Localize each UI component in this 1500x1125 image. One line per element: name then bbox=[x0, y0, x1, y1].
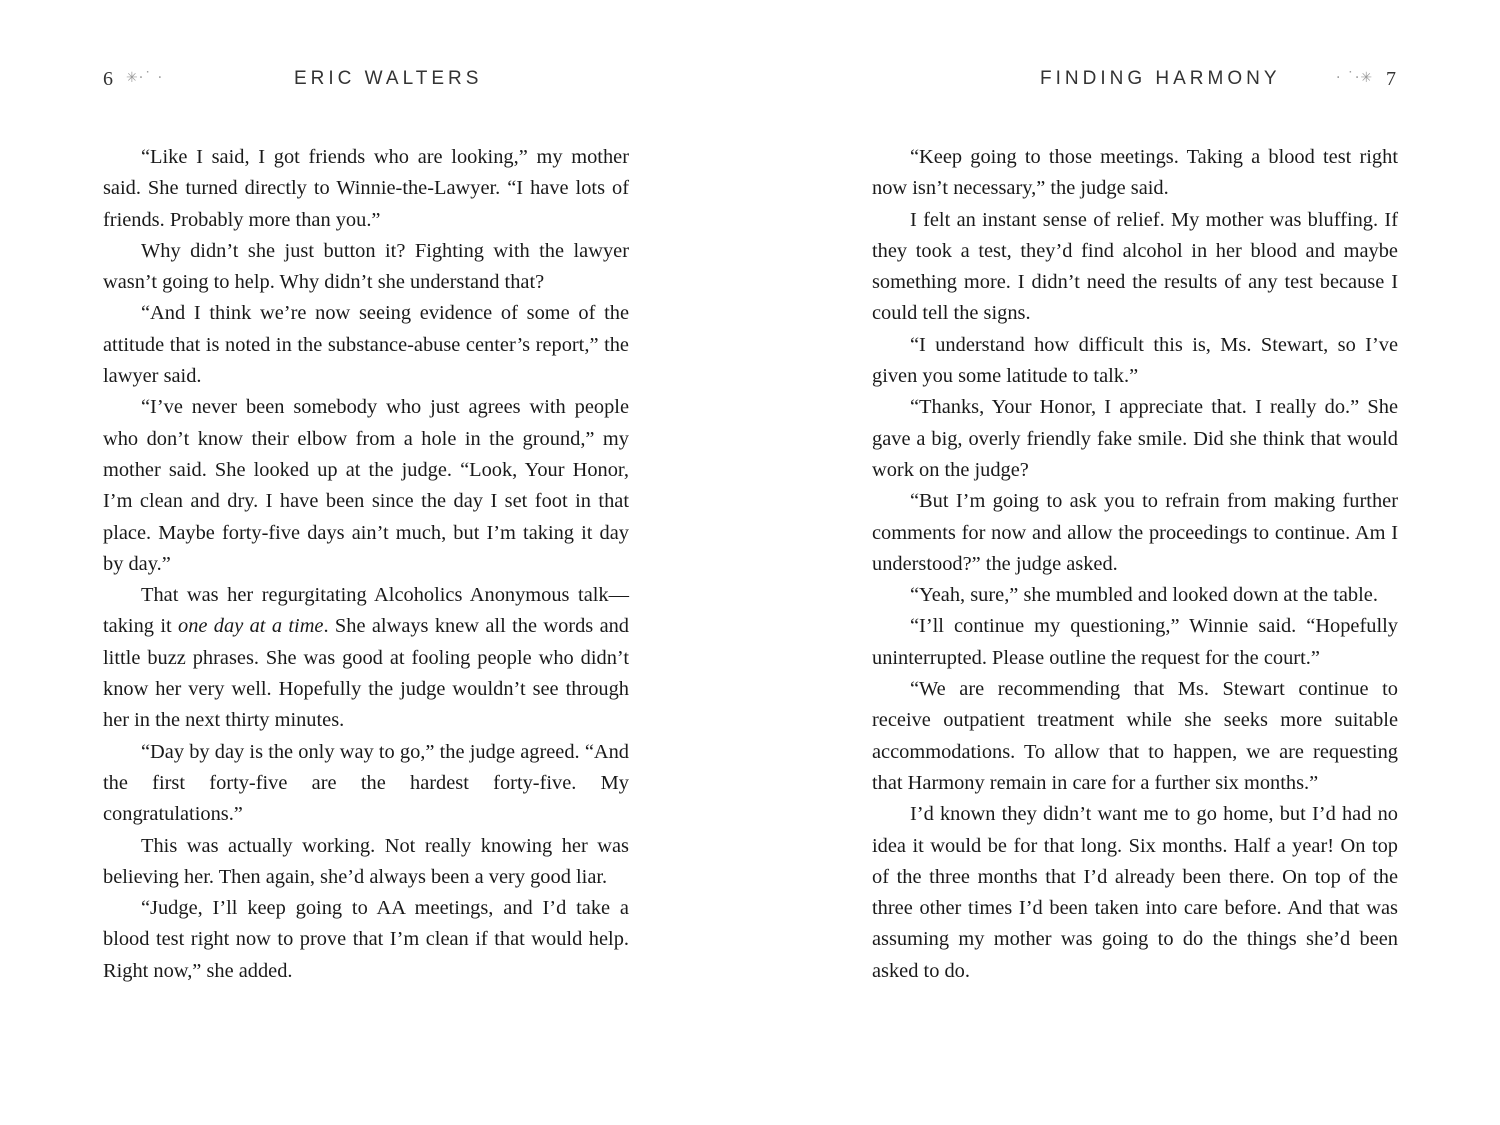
paragraph: “Yeah, sure,” she mumbled and looked down at the table. bbox=[910, 584, 1378, 607]
body-text bbox=[103, 142, 629, 987]
paragraph: “Keep going to those meetings. Taking a blood test right now isn’t necessary,” the judge said. bbox=[872, 146, 1398, 200]
paragraph: “I understand how difficult this is, Ms. Stewart, so I’ve given you some latitude to talk.” bbox=[872, 333, 1398, 388]
paragraph-text: . She always knew all the words and little buzz phrases. She was good at fooling people who didn’t know her very well. Hopefully the judge wouldn’t see through her in the next thirty minutes. bbox=[103, 615, 630, 732]
right-page bbox=[750, 0, 1500, 1125]
paragraph: “We are recommending that Ms. Stewart continue to receive outpatient treatment while she seeks more suitable accommodations. To allow that to happen, we are requesting that Harmony remain in care for a further six months.” bbox=[872, 678, 1398, 794]
paragraph: “I’ve never been somebody who just agrees with people who don’t know their elbow from a hole in the ground,” my mother said. She looked up at the judge. “Look, Your Honor, I’m clean and dry. I have been since the day I set foot in that place. Maybe forty-five days ain’t much, but I’m taking it day by day.” bbox=[103, 396, 629, 575]
running-head-author: ERIC WALTERS bbox=[294, 68, 483, 89]
sparkle-star-icon: · ˙·✳ bbox=[1336, 70, 1374, 86]
paragraph bbox=[103, 580, 629, 736]
paragraph-text: That was her regurgitating Alcoholics Anonymous talk—taking it bbox=[103, 584, 629, 638]
paragraph: “Day by day is the only way to go,” the judge agreed. “And the first forty-five are the hardest forty-five. My congratulations.” bbox=[103, 740, 629, 826]
paragraph: This was actually working. Not really knowing her was believing her. Then again, she’d always been a very good liar. bbox=[103, 834, 629, 888]
paragraph: “But I’m going to ask you to refrain from making further comments for now and allow the proceedings to continue. Am I understood?” the judge asked. bbox=[872, 490, 1398, 575]
page-number: 7 bbox=[1386, 68, 1396, 90]
sparkle-star-icon: ✳·˙ · bbox=[126, 70, 164, 86]
paragraph: Why didn’t she just button it? Fighting with the lawyer wasn’t going to help. Why didn’t she understand that? bbox=[103, 239, 629, 294]
running-head-title: FINDING HARMONY bbox=[1040, 68, 1281, 89]
italic-phrase: one day at a time bbox=[178, 615, 324, 638]
paragraph: I felt an instant sense of relief. My mother was bluffing. If they took a test, they’d find alcohol in her blood and maybe something more. I didn’t need the results of any test because I could tell the signs. bbox=[872, 208, 1398, 325]
paragraph: “Thanks, Your Honor, I appreciate that. I really do.” She gave a big, overly friendly fake smile. Did she think that would work on the judge? bbox=[872, 396, 1398, 481]
paragraph: “Like I said, I got friends who are looking,” my mother said. She turned directly to Winnie-the-Lawyer. “I have lots of friends. Probably more than you.” bbox=[103, 146, 629, 231]
paragraph: “And I think we’re now seeing evidence of some of the attitude that is noted in the substance-abuse center’s report,” the lawyer said. bbox=[103, 302, 629, 388]
body-text bbox=[872, 142, 1398, 987]
page-number: 6 bbox=[103, 68, 113, 90]
paragraph: “Judge, I’ll keep going to AA meetings, and I’d take a blood test right now to prove that I’m clean if that would help. Right now,” she added. bbox=[103, 897, 629, 982]
paragraph: “I’ll continue my questioning,” Winnie said. “Hopefully uninterrupted. Please outline the request for the court.” bbox=[872, 615, 1398, 669]
paragraph: I’d known they didn’t want me to go home, but I’d had no idea it would be for that long. Six months. Half a year! On top of the three months that I’d already been there. On top of the three other times I’d been taken into care before. And that was assuming my mother was going to do the things she’d been asked to do. bbox=[872, 803, 1398, 982]
